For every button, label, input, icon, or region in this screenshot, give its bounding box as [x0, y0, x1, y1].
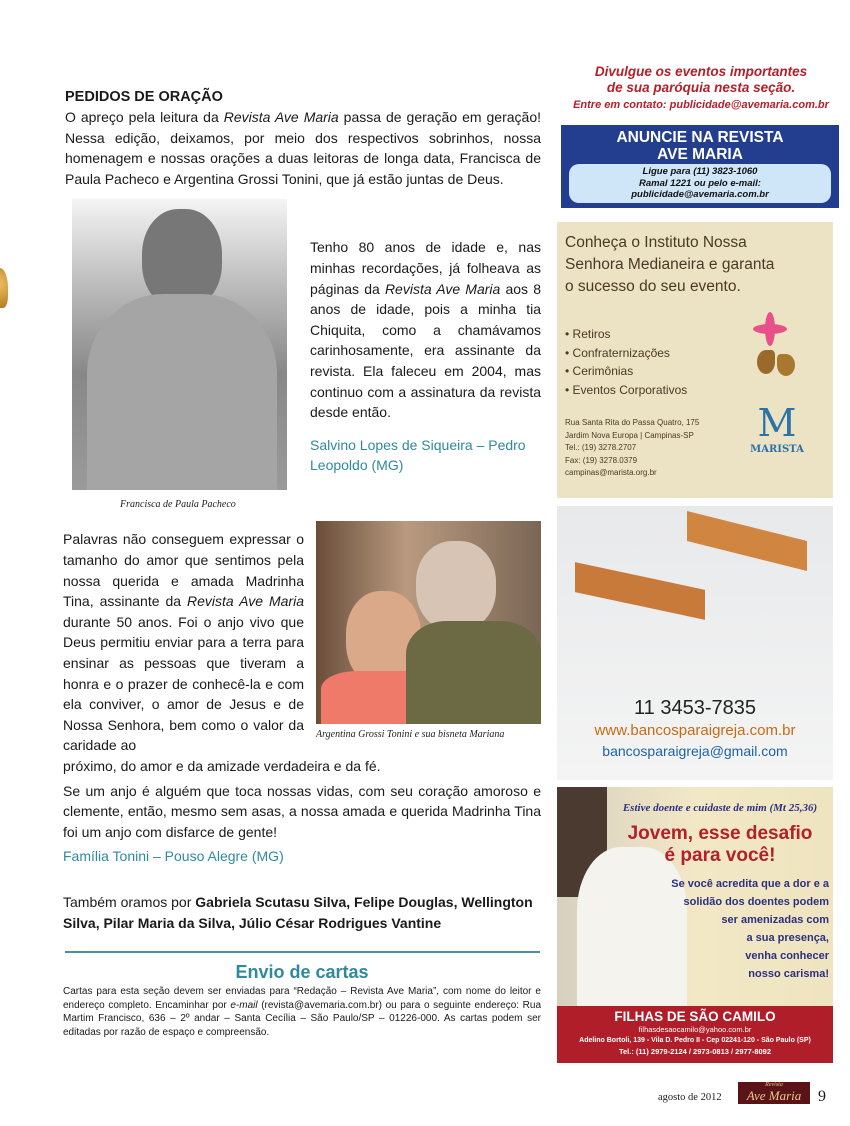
photo2-caption: Argentina Grossi Tonini e sua bisneta Mariana — [316, 729, 505, 741]
camilo-email: filhasdesaocamilo@yahoo.com.br — [638, 1025, 752, 1034]
divider — [65, 951, 540, 953]
marista-headline: o sucesso do seu evento. — [565, 278, 741, 295]
camilo-body: ser amenizadas com — [721, 914, 829, 926]
camilo-phones: Tel.: (11) 2979-2124 / 2973-0813 / 2977-8092 — [618, 1047, 772, 1056]
marista-address: Jardim Nova Europa | Campinas-SP — [565, 430, 694, 440]
anuncie-box — [561, 125, 839, 208]
letter1-paragraph: Tenho 80 anos de idade e, nas minhas recordações, já folheava as páginas da Revista Ave Maria aos 8 anos de idade, pois a minha tia Chiquita, como a chamávamos carinhosamente, era assinante da revista. Ela faleceu em 2004, mas continuo com a assinatura da revista desde então. — [310, 239, 541, 421]
also-praying: Também oramos por Gabriela Scutasu Silva, Felipe Douglas, Wellington Silva, Pilar Maria da Silva, Júlio César Rodrigues Vantine — [63, 894, 533, 931]
marista-email: campinas@marista.org.br — [565, 468, 657, 477]
marista-headline: Conheça o Instituto Nossa — [565, 234, 747, 251]
envio-text: Cartas para esta seção devem ser enviadas para “Redação – Revista Ave Maria”, com nome do leitor e endereço completo. Encaminhar por e-mail (revista@avemaria.com.br) ou para o seguinte endereço: Rua Martim Francisco, 636 – 2º andar – Santa Cecília – São Paulo/SP – 01226-000. As cartas podem ser editadas por razão de espaço e compreensão. — [63, 986, 541, 1038]
bancos-site[interactable]: www.bancosparaigreja.com.br — [594, 722, 796, 739]
page-number: 9 — [818, 1088, 826, 1105]
camilo-quote: Estive doente e cuidaste de mim (Mt 25,36) — [622, 802, 818, 814]
promo-line2: de sua paróquia nesta seção. — [606, 80, 796, 95]
camilo-body: Se você acredita que a dor e a — [671, 878, 829, 890]
anuncie-phone: Ligue para (11) 3823-1060 — [642, 166, 758, 177]
promo-text — [556, 64, 846, 114]
camilo-headline: é para você! — [664, 845, 776, 866]
anuncie-title2: AVE MARIA — [657, 146, 743, 163]
marista-address: Rua Santa Rita do Passa Quatro, 175 — [565, 418, 700, 427]
letter2-closing: Se um anjo é alguém que toca nossas vidas, com seu coração amoroso e clemente, então, mesmo sem asas, a nossa amada e querida Madrinha Tina foi um anjo com disfarce de gente! — [63, 782, 541, 840]
letter2-signature: Família Tonini – Pouso Alegre (MG) — [63, 848, 284, 865]
marista-bullet: • Cerimônias — [565, 364, 634, 378]
footer-logo: Revista Ave Maria — [738, 1082, 810, 1104]
camilo-body: venha conhecer — [745, 950, 829, 962]
camilo-org: FILHAS DE SÃO CAMILO — [614, 1009, 776, 1024]
letter2-block — [63, 521, 541, 866]
anuncie-title1: ANUNCIE NA REVISTA — [616, 129, 784, 146]
ad-bancos — [557, 506, 833, 780]
intro-paragraph: O apreço pela leitura da Revista Ave Maria passa de geração em geração! Nessa edição, deixamos, por meio dos respectivos sobrinhos, nossa homenagem e nossas orações a duas leitoras de longa data, Francisca de Paula Pacheco e Argentina Grossi Tonini, que já estão juntas de Deus. — [65, 109, 541, 187]
article-title: PEDIDOS DE ORAÇÃO — [65, 89, 223, 105]
camilo-body: solidão dos doentes podem — [683, 896, 829, 908]
marista-bullet: • Confraternizações — [565, 345, 670, 360]
marista-fax: Fax: (19) 3278.0379 — [565, 455, 638, 465]
promo-line1: Divulgue os eventos importantes — [594, 64, 808, 79]
photo1-caption: Francisca de Paula Pacheco — [120, 499, 236, 511]
ad-marista — [557, 222, 833, 498]
photo-argentina — [316, 521, 541, 724]
photo2-figure — [304, 521, 541, 741]
bell-decoration — [0, 268, 8, 308]
marista-bullet: • Retiros — [565, 327, 611, 341]
flower-icon — [753, 312, 787, 346]
camilo-headline: Jovem, esse desafio — [627, 823, 813, 844]
promo-contact: Entre em contato: publicidade@avemaria.com.br — [573, 99, 829, 111]
anuncie-ramal: Ramal 1221 ou pelo e-mail: — [639, 177, 761, 189]
bancos-phone: 11 3453-7835 — [634, 697, 756, 719]
marista-headline: Senhora Medianeira e garanta — [565, 256, 775, 273]
bench-image — [687, 511, 807, 571]
camilo-body: a sua presença, — [746, 932, 829, 944]
bancos-email[interactable]: bancosparaigreja@gmail.com — [602, 743, 788, 759]
letter2-paragraph: Palavras não conseguem expressar o tamanho do amor que sentimos pela nossa querida e amada Madrinha Tina, assinante da Revista Ave Maria durante 50 anos. Foi o anjo vivo que Deus permitiu enviar para a terra para ensinar as pessoas que tiveram a honra e o prazer de conhecê-la e com ela conviver, o amor de Jesus e de Nossa Senhora, bem como o valor da caridade ao — [63, 531, 304, 754]
ad-camilo — [557, 787, 833, 1063]
anuncie-email[interactable]: publicidade@avemaria.com.br — [631, 189, 769, 200]
photo1-figure — [63, 199, 310, 511]
butterfly-icon — [757, 350, 797, 380]
marista-bullet: • Eventos Corporativos — [565, 382, 688, 397]
camilo-text — [611, 801, 829, 983]
marista-logo: M MARISTA — [750, 401, 804, 455]
letter1-block — [63, 199, 541, 517]
envio-heading: Envio de cartas — [235, 962, 369, 983]
bench-image — [575, 562, 705, 620]
photo-francisca — [72, 199, 287, 490]
footer-date: agosto de 2012 — [658, 1092, 722, 1103]
marista-tel: Tel.: (19) 3278.2707 — [565, 443, 637, 452]
letter1-signature: Salvino Lopes de Siqueira – Pedro Leopoldo (MG) — [310, 436, 526, 473]
camilo-body: nosso carisma! — [748, 968, 829, 980]
article-column — [63, 87, 541, 1039]
letter2-continued: próximo, do amor e da amizade verdadeira e da fé. — [63, 757, 381, 774]
camilo-address: Adelino Bortoli, 139 - Vila D. Pedro II - Cep 02241-120 - São Paulo (SP) — [579, 1037, 811, 1044]
